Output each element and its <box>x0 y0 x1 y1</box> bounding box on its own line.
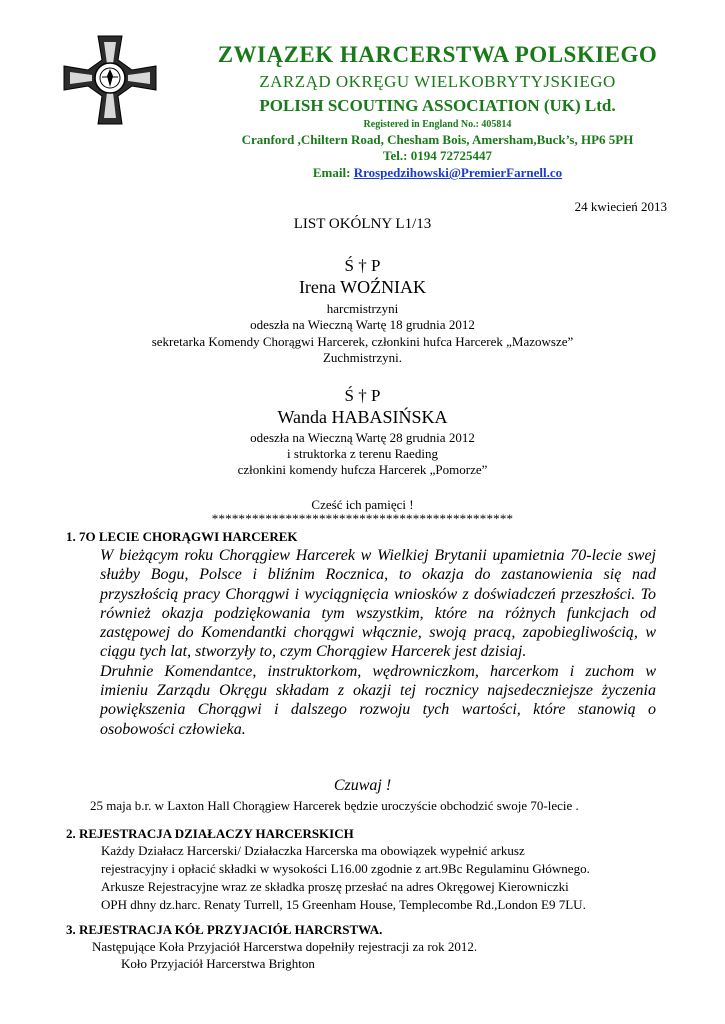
obituary-line: odeszła na Wieczną Wartę 28 grudnia 2012 <box>250 430 475 445</box>
obituary-name: Wanda HABASIŃSKA <box>277 407 448 427</box>
section-2-line: Arkusze Rejestracyjne wraz ze składka proszę przesłać na adres Okręgowej Kierowniczki <box>101 879 569 894</box>
honor-line: Cześć ich pamięci ! <box>311 497 414 512</box>
email-link[interactable]: Rrospedzihowski@PremierFarnell.co <box>353 165 563 180</box>
section-2-line: Każdy Działacz Harcerski/ Działaczka Harcerska ma obowiązek wypełnić arkusz <box>101 843 525 858</box>
circular-number: LIST OKÓLNY L1/13 <box>293 216 432 232</box>
scouting-cross-logo <box>58 30 162 134</box>
telephone: Tel.: 0194 72725447 <box>383 148 492 163</box>
obituary-line: odeszła na Wieczną Wartę 18 grudnia 2012 <box>250 317 475 332</box>
section-2-line: rejestracyjny i opłacić składki w wysokości L16.00 zgodnie z art.9Bc Regulaminu Głównego. <box>101 861 590 876</box>
section-3-line: Następujące Koła Przyjaciół Harcerstwa dopełniły rejestracji za rok 2012. <box>92 939 478 954</box>
section-2-title: 2. REJESTRACJA DZIAŁACZY HARCERSKICH <box>66 826 354 841</box>
obituary-line: członkini komendy hufcza Harcerek „Pomorze” <box>237 462 488 477</box>
letter-date: 24 kwiecień 2013 <box>574 199 667 214</box>
section-1-body <box>100 546 656 739</box>
organization-english-name: POLISH SCOUTING ASSOCIATION (UK) Ltd. <box>259 96 616 115</box>
section-1-paragraph: Druhnie Komendantce, instruktorkom, wędrowniczkom, harcerkom i zuchom w imieniu Zarządu Okręgu składam z okazji tej rocznicy najsedeczniejsze życzenia powiększenia Chorągwi i dalszego rozwoju tych wartości, które stanowią o osobowości człowieka. <box>100 662 656 738</box>
section-1-title: 1. 7O LECIE CHORĄGWI HARCEREK <box>66 529 298 544</box>
section-2-line: OPH dhny dz.harc. Renaty Turrell, 15 Greenham House, Templecombe Rd.,London E9 7LU. <box>101 897 586 912</box>
czuwaj-greeting: Czuwaj ! <box>333 777 392 794</box>
obituary-name: Irena WOŹNIAK <box>298 277 427 297</box>
obituary-line: Zuchmistrzyni. <box>322 350 403 365</box>
section-3-title: 3. REJESTRACJA KÓŁ PRZYJACIÓŁ HARCRSTWA. <box>66 922 383 937</box>
section-1-note: 25 maja b.r. w Laxton Hall Chorągiew Harcerek będzie uroczyście obchodzić swoje 70-lecie . <box>90 798 579 813</box>
obituary-line: sekretarka Komendy Chorągwi Harcerek, członkini hufca Harcerek „Mazowsze” <box>151 334 574 349</box>
obituary-cross-symbol: Ś † P <box>344 386 381 405</box>
section-3-line: Koło Przyjaciół Harcerstwa Brighton <box>121 956 315 971</box>
obituary-cross-symbol: Ś † P <box>344 256 381 275</box>
obituary-line: i struktorka z terenu Raeding <box>287 446 438 461</box>
star-separator: ********************************************* <box>211 511 514 526</box>
organization-subtitle: ZARZĄD OKRĘGU WIELKOBRYTYJSKIEGO <box>259 72 616 91</box>
email-line <box>150 165 725 181</box>
section-1-paragraph: W bieżącym roku Chorągiew Harcerek w Wielkiej Brytanii upamietnia 70-lecie swej służby Bogu, Polsce i bliźnim Rocznica, to okazja do zastanowienia się nad przyszłością pracy Chorągwi i wyciągnięcia wniosków z doświadczeń przeszłości. To również okazja podziękowania tym wszystkim, które na różnych funkcjach od zastępowej do Komendantki chorągwi włącznie, swoją pracą, zapobiegliwością, w ciągu tych lat, stworzyły to, czym Chorągiew Harcerek jest dzisiaj. <box>100 547 656 661</box>
obituary-line: harcmistrzyni <box>326 301 399 316</box>
address: Cranford ,Chiltern Road, Chesham Bois, Amersham,Buck’s, HP6 5PH <box>241 132 634 147</box>
organization-name: ZWIĄZEK HARCERSTWA POLSKIEGO <box>217 42 658 67</box>
email-label: Email: <box>312 165 354 180</box>
registration-number: Registered in England No.: 405814 <box>363 119 512 130</box>
